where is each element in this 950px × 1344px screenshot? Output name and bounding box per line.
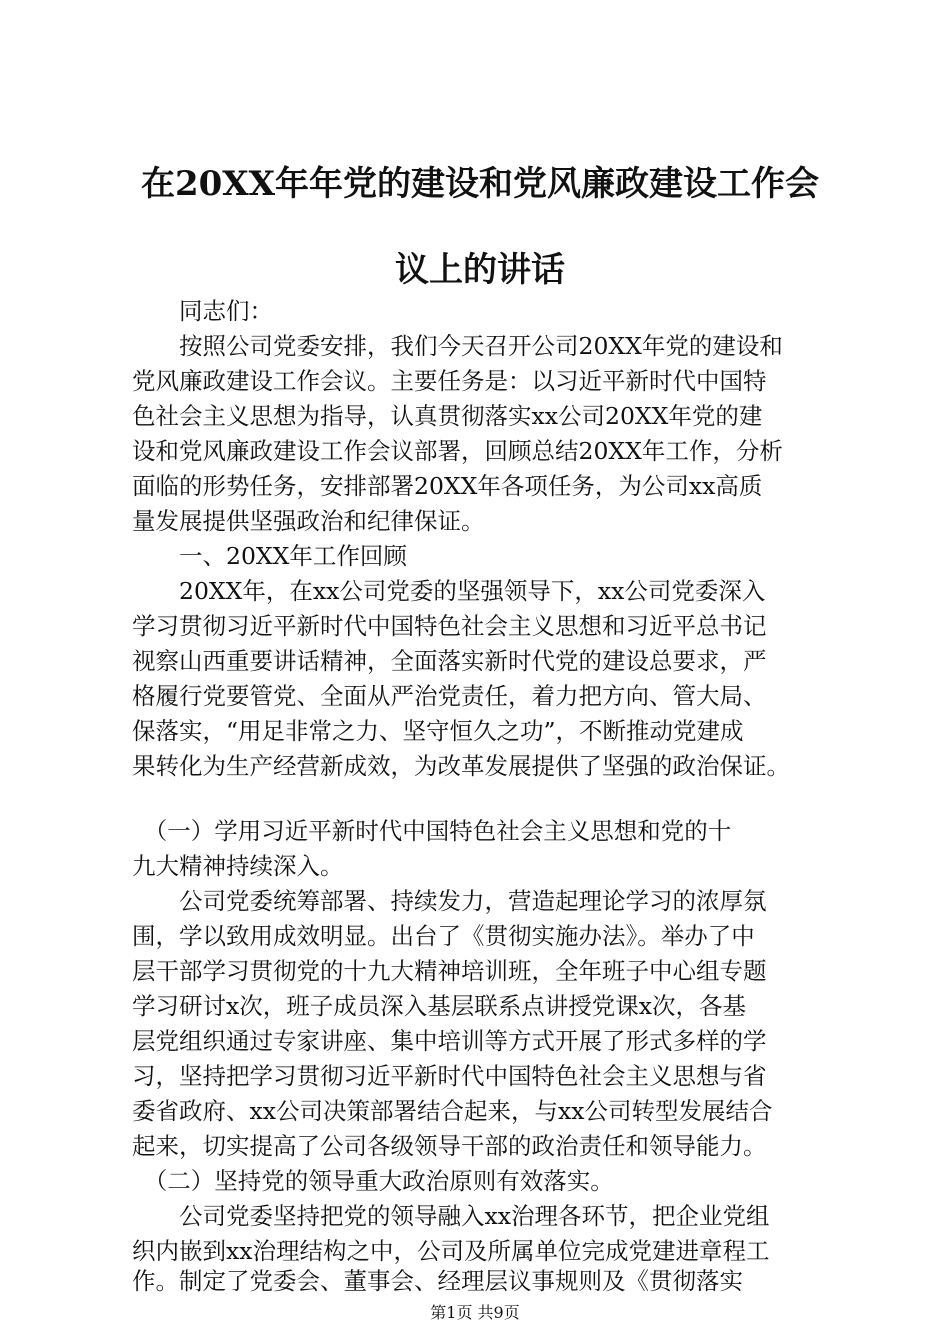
document-title-line-1: 在20XX年年党的建设和党风廉政建设工作会	[140, 164, 820, 204]
body-line: 作。制定了党委会、董事会、经理层议事规则及《贯彻落实	[132, 1267, 743, 1295]
body-line: 果转化为生产经营新成效，为改革发展提供了坚强的政治保证。	[132, 752, 790, 780]
section-heading: 一、20XX年工作回顾	[132, 542, 407, 570]
body-line: 量发展提供坚强政治和纪律保证。	[132, 507, 485, 535]
body-line: 面临的形势任务，安排部署20XX年各项任务，为公司xx高质	[132, 472, 763, 500]
body-line: 九大精神持续深入。	[132, 852, 344, 880]
body-line: 公司党委统筹部署、持续发力，营造起理论学习的浓厚氛	[132, 887, 767, 915]
body-line: 织内嵌到xx治理结构之中，公司及所属单位完成党建进章程工	[132, 1237, 770, 1265]
document-title-line-2: 议上的讲话	[395, 250, 565, 290]
body-line: 同志们：	[132, 297, 273, 325]
body-line: 公司党委坚持把党的领导融入xx治理各环节，把企业党组	[132, 1202, 770, 1230]
body-line: 格履行党要管党、全面从严治党责任，着力把方向、管大局、	[132, 682, 767, 710]
page-footer: 第1页 共9页	[430, 1303, 520, 1322]
body-line: 层干部学习贯彻党的十九大精神培训班，全年班子中心组专题	[132, 957, 767, 985]
body-line: 设和党风廉政建设工作会议部署，回顾总结20XX年工作，分析	[132, 437, 783, 465]
body-line: 学习研讨x次，班子成员深入基层联系点讲授党课x次，各基	[132, 992, 747, 1020]
body-line: 20XX年，在xx公司党委的坚强领导下，xx公司党委深入	[132, 577, 766, 605]
subsection-heading: （二）坚持党的领导重大政治原则有效落实。	[132, 1167, 614, 1195]
subsection-heading: （一）学用习近平新时代中国特色社会主义思想和党的十	[132, 817, 732, 845]
body-line: 党风廉政建设工作会议。主要任务是：以习近平新时代中国特	[132, 367, 767, 395]
body-line: 习，坚持把学习贯彻习近平新时代中国特色社会主义思想与省	[132, 1062, 767, 1090]
body-line: 层党组织通过专家讲座、集中培训等方式开展了形式多样的学	[132, 1027, 767, 1055]
body-line: 委省政府、xx公司决策部署结合起来，与xx公司转型发展结合	[132, 1097, 773, 1125]
body-line: 色社会主义思想为指导，认真贯彻落实xx公司20XX年党的建	[132, 402, 763, 430]
body-line: 学习贯彻习近平新时代中国特色社会主义思想和习近平总书记	[132, 612, 767, 640]
body-line: 围，学以致用成效明显。出台了《贯彻实施办法》。举办了中	[132, 922, 755, 950]
body-line: 按照公司党委安排，我们今天召开公司20XX年党的建设和	[132, 332, 783, 360]
body-line: 视察山西重要讲话精神，全面落实新时代党的建设总要求，严	[132, 647, 767, 675]
body-line: 保落实，“用足非常之力、坚守恒久之功”，不断推动党建成	[132, 717, 744, 745]
body-line: 起来，切实提高了公司各级领导干部的政治责任和领导能力。	[132, 1132, 767, 1160]
